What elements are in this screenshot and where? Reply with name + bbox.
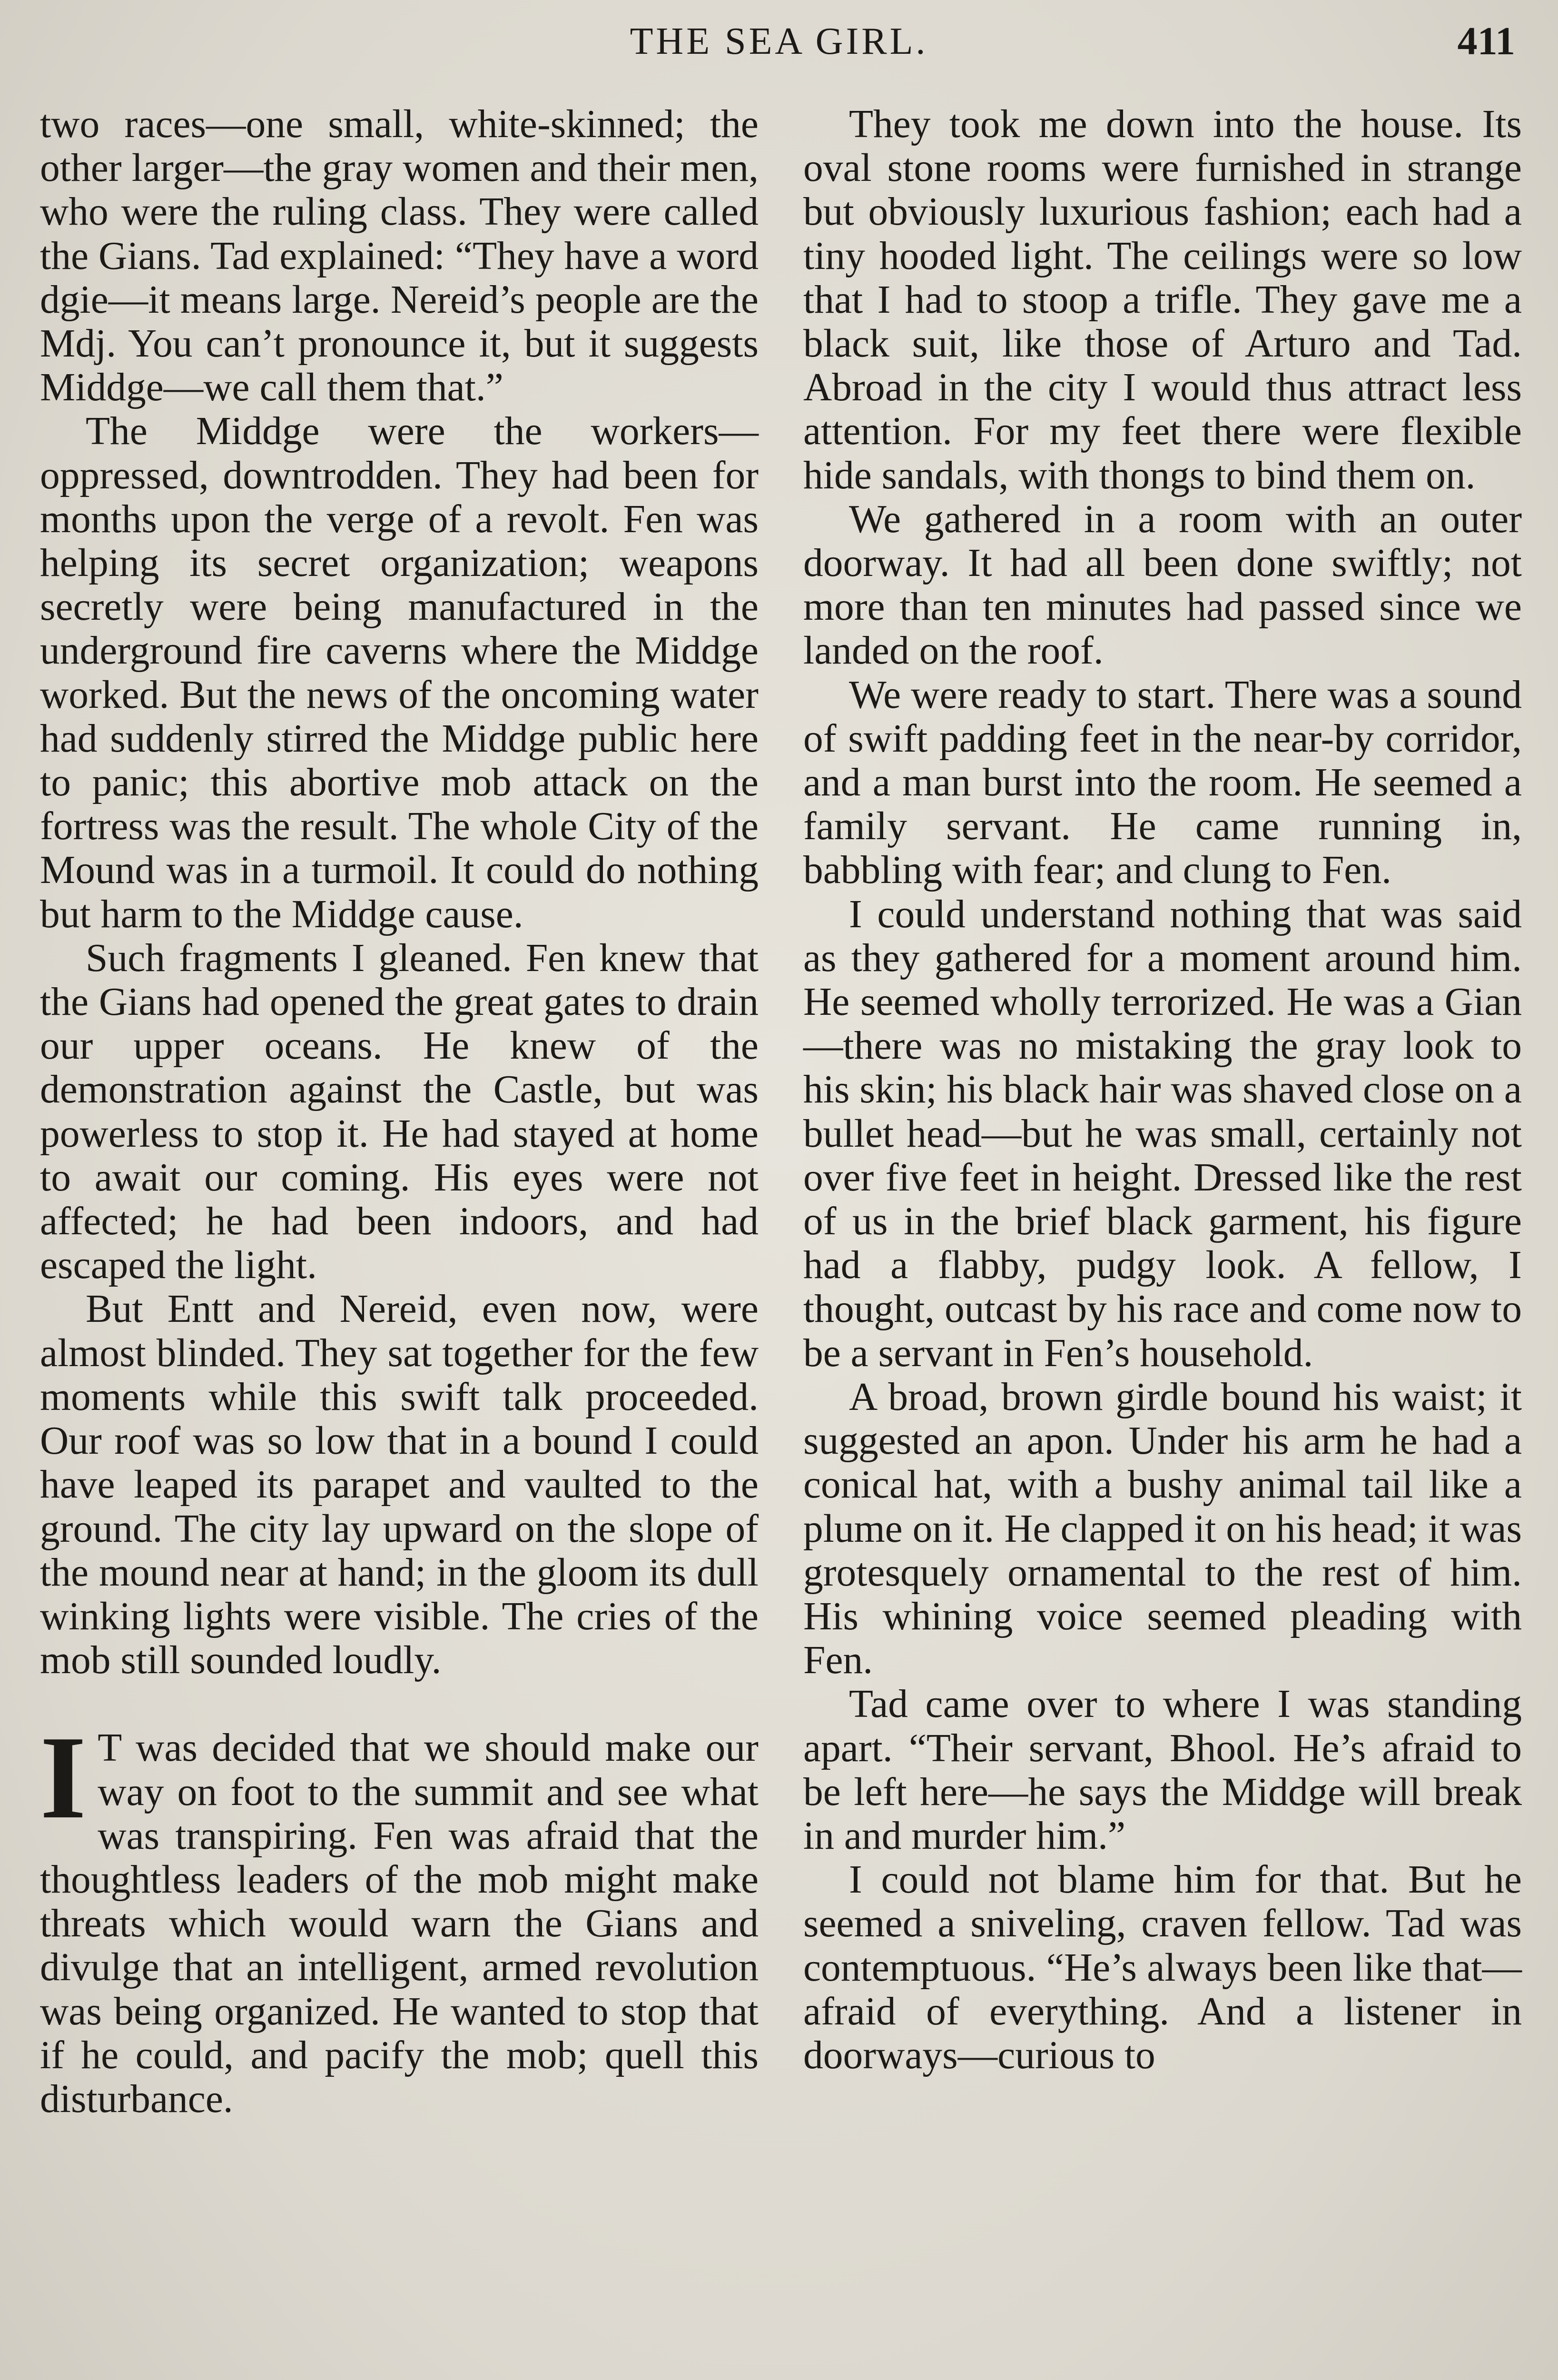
paragraph: But Entt and Nereid, even now, were almost blinded. They sat together for the few moments while this swift talk proceeded. Our roof was so low that in a bound I could have leaped its parapet and vaulted to the ground. The city lay upward on the slope of the mound near at hand; in the gloom its dull winking lights were visible. The cries of the mob still sounded loudly.: [40, 1287, 759, 1683]
running-title: THE SEA GIRL.: [630, 20, 928, 62]
paragraph: I could not blame him for that. But he seemed a sniveling, craven fellow. Tad was contemptuous. “He’s always been like that—afraid of everything. And a listener in doorways—curious to: [803, 1858, 1522, 2077]
paragraph: A broad, brown girdle bound his waist; it suggested an apon. Under his arm he had a conical hat, with a bushy animal tail like a plume on it. He clapped it on his head; it was grotesquely ornamental to the rest of him. His whining voice seemed pleading with Fen.: [803, 1375, 1522, 1683]
drop-cap: I: [40, 1712, 87, 1844]
paragraph: I could understand nothing that was said as they gathered for a moment around him. He seemed wholly terrorized. He was a Gian—there was no mistaking the gray look to his skin; his black hair was shaved close on a bullet head—but he was small, certainly not over five feet in height. Dressed like the rest of us in the brief black garment, his figure had a flabby, pudgy look. A fellow, I thought, outcast by his race and come now to be a servant in Fen’s household.: [803, 892, 1522, 1375]
paragraph: Tad came over to where I was standing apart. “Their servant, Bhool. He’s afraid to be left here—he says the Middge will break in and murder him.”: [803, 1682, 1522, 1858]
paragraph: They took me down into the house. Its oval stone rooms were furnished in strange but obviously luxurious fashion; each had a tiny hooded light. The ceilings were so low that I had to stoop a trifle. They gave me a black suit, like those of Arturo and Tad. Abroad in the city I would thus attract less attention. For my feet there were flexible hide sandals, with thongs to bind them on.: [803, 102, 1522, 497]
paragraph: The Middge were the workers—oppressed, downtrodden. They had been for months upon the verge of a revolt. Fen was helping its secret organization; weapons secretly were being manufactured in the underground fire caverns where the Middge worked. But the news of the oncoming water had suddenly stirred the Middge public here to panic; this abortive mob attack on the fortress was the result. The whole City of the Mound was in a turmoil. It could do nothing but harm to the Middge cause.: [40, 409, 759, 936]
dropcap-paragraph-text: T was decided that we should make our way on foot to the summit and see what was transpiring. Fen was afraid that the thoughtless leaders of the mob might make threats which would warn the Gians and divulge that an intelligent, armed revolution was being organized. He wanted to stop that if he could, and pacify the mob; quell this disturbance.: [40, 1726, 759, 2121]
right-column: [803, 102, 1522, 2077]
paragraph: Such fragments I gleaned. Fen knew that the Gians had opened the great gates to drain our upper oceans. He knew of the demonstration against the Castle, but was powerless to stop it. He had stayed at home to await our coming. His eyes were not affected; he had been indoors, and had escaped the light.: [40, 936, 759, 1288]
left-column: [40, 102, 759, 2121]
dropcap-paragraph: [40, 1712, 759, 2121]
paragraph: We gathered in a room with an outer doorway. It had all been done swiftly; not more than ten minutes had passed since we landed on the roof.: [803, 497, 1522, 673]
running-head: [0, 14, 1558, 71]
page-number: 411: [1457, 19, 1515, 63]
paragraph: We were ready to start. There was a sound of swift padding feet in the near-by corridor, and a man burst into the room. He seemed a family servant. He came running in, babbling with fear; and clung to Fen.: [803, 673, 1522, 892]
paragraph: two races—one small, white-skinned; the other larger—the gray women and their men, who were the ruling class. They were called the Gians. Tad explained: “They have a word dgie—it means large. Nereid’s people are the Mdj. You can’t pronounce it, but it suggests Middge—we call them that.”: [40, 102, 759, 410]
